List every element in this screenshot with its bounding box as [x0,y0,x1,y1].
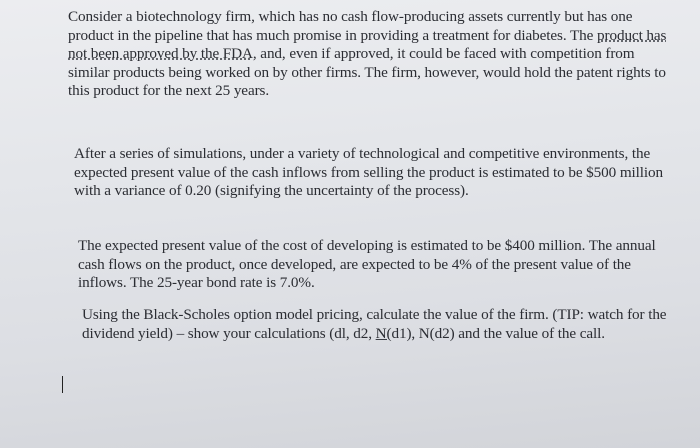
paragraph-1-text-end: , and, even if approved, it could be faced with competition from similar products being worked on by other firms. The firm, however, would hold the patent rights to this product for the next 25 years. [68,45,666,100]
problem-paragraph-2: After a series of simulations, under a variety of technological and competitive environments, the expected present value of the cash inflows from selling the product is estimated to be $500 million with a variance of 0.20 (signifying the uncertainty of the process). [74,145,664,200]
problem-paragraph-4 [82,306,668,343]
paragraph-4-text-end: d1), N(d2) and the value of the call. [391,324,605,342]
fda-approval-phrase: product has not been approved by the FDA [68,26,667,63]
nd1-marked-text: N( [375,324,392,342]
paragraph-4-text-start: Using the Black-Scholes option model pricing, calculate the value of the firm. (TIP: watch for the dividend yield) – show your calculations (dl, d2, [82,306,667,342]
text-cursor[interactable] [62,376,63,393]
paragraph-1-text-start: Consider a biotechnology firm, which has no cash flow-producing assets currently but has one product in the pipeline that has much promise in providing a treatment for diabetes. The [68,8,633,44]
problem-paragraph-1 [68,8,668,101]
problem-paragraph-3: The expected present value of the cost of developing is estimated to be $400 million. The annual cash flows on the product, once developed, are expected to be 4% of the present value of the inflows. The 25-year bond rate is 7.0%. [78,237,656,292]
